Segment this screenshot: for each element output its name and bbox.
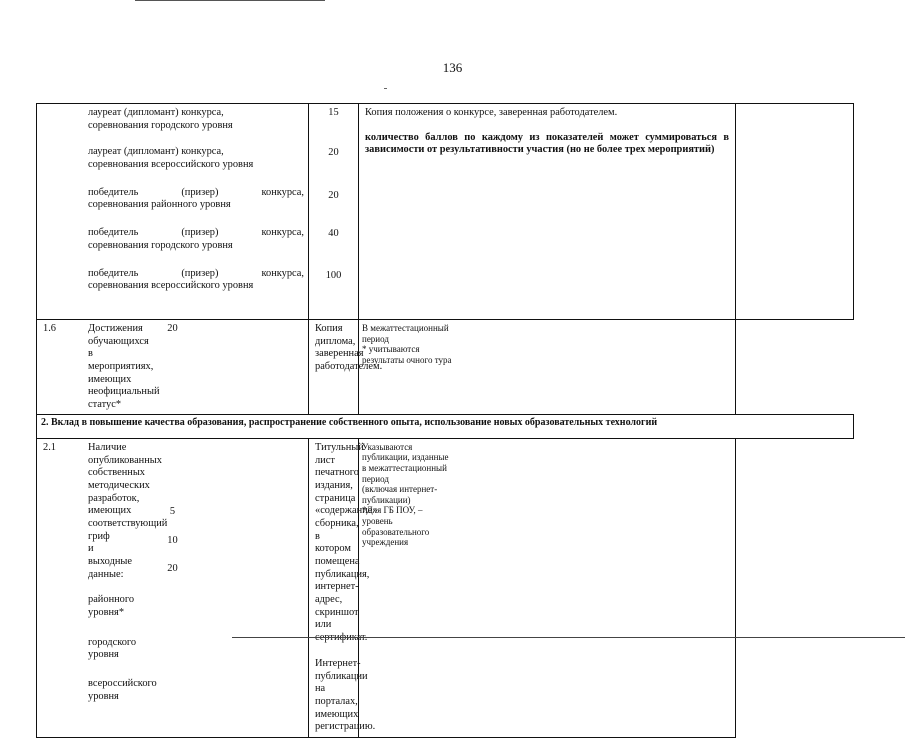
points-value: 10 (167, 534, 178, 546)
note-line: * учитываются (362, 344, 420, 355)
criteria-line: соревнования городского уровня (88, 119, 233, 131)
scan-speck (384, 88, 387, 89)
points-cell (309, 104, 359, 320)
note-cell (359, 438, 736, 737)
table-row (37, 104, 854, 320)
note-line: результаты очного тура (362, 354, 452, 365)
criteria-item (88, 227, 304, 252)
note-line: уровень (362, 516, 393, 527)
criteria-line: лауреат (дипломант) конкурса, (88, 107, 224, 118)
points-cell (37, 320, 309, 415)
note-line: период (362, 473, 389, 484)
note-line: учреждения (362, 537, 409, 548)
note-line: образовательного (362, 526, 430, 537)
points-cell (37, 438, 309, 737)
row-number: 2.1 (43, 441, 56, 453)
scan-edge-top (135, 0, 325, 1)
points-value: 40 (328, 228, 339, 239)
criteria-line: соревнования всероссийского уровня (88, 280, 254, 292)
note-line: Указываются (362, 441, 413, 452)
page-number: 136 (442, 60, 463, 75)
points-value: 20 (328, 190, 339, 201)
points-value: 20 (167, 323, 178, 334)
criteria-line: победитель (призер) конкурса, (88, 227, 304, 239)
note-line: публикации, изданные (362, 452, 449, 463)
section-title: 2. Вклад в повышение качества образования, распространение собственного опыта, использование новых образовательных технологий (37, 414, 854, 438)
criteria-line: лауреат (дипломант) конкурса, (88, 146, 224, 158)
criteria-line: победитель (призер) конкурса, (88, 267, 304, 279)
criteria-item (88, 146, 304, 171)
note-line: (включая интернет- (362, 484, 438, 495)
table-row: 2.1 Наличие опубликованных собственных методических разработок, имеющих соответствующий гриф и выходные данные: районного уровня* городского уровня всероссийского уровня 5 10 20 Титульный лист печатного издания, страница «содержание» сборника, в котором помещена публикация, интернет-адрес, скриншот или сертификат. Интернет-публикации на порталах, имеющих регистрацию. Указываются публикации, изданные в межаттестационный период (включая интернет- публикации) *Для ГБ ПОУ, – уровень образовательного учреждения (37, 438, 854, 737)
note-line: в межаттестационный (362, 463, 447, 474)
note-line: В межаттестационный (362, 323, 449, 333)
document-text: Интернет-публикации на порталах, имеющих регистрацию. (315, 657, 376, 733)
document-text: Копия положения о конкурсе, заверенная работодателем. (365, 107, 618, 118)
criteria-item (88, 107, 304, 132)
criteria-cell (37, 104, 309, 320)
criteria-line: соревнования всероссийского уровня (88, 159, 254, 171)
note-line: публикации) (362, 494, 411, 505)
note-line: период (362, 333, 389, 344)
note-cell (359, 320, 736, 415)
document-text: Титульный лист печатного издания, страница «содержание» сборника, в котором помещена публикация, интернет-адрес, скриншот или сертификат. (315, 441, 378, 644)
note-line: *Для ГБ ПОУ, – (362, 505, 423, 516)
criteria-item (88, 187, 304, 212)
criteria-line: соревнования районного уровня (88, 199, 231, 211)
note-cell (736, 104, 854, 320)
points-value: 5 (169, 505, 176, 517)
table-row: 1.6 Достижения обучающихся в мероприятиях, имеющих неофициальный статус* 20 Копия диплома, заверенная работодателем. В межаттестационный период * учитываются результаты очного тура (37, 320, 854, 415)
criteria-line: соревнования городского уровня (88, 239, 233, 251)
document-text: Копия диплома, заверенная работодателем. (315, 323, 383, 373)
scan-edge-bottom (232, 637, 905, 638)
points-value: 100 (325, 270, 342, 281)
criteria-line: победитель (призер) конкурса, (88, 186, 304, 198)
points-value: 20 (167, 562, 178, 574)
section-header-row (37, 414, 854, 438)
document-cell (359, 104, 736, 320)
row-number: 1.6 (43, 323, 56, 334)
points-value: 20 (328, 147, 339, 158)
criteria-item (88, 268, 304, 293)
points-value: 15 (328, 107, 339, 118)
document-note-bold: количество баллов по каждому из показателей может суммироваться в зависимости от результативности участия (но не более трех мероприятий) (365, 131, 729, 156)
criteria-table (36, 103, 854, 738)
